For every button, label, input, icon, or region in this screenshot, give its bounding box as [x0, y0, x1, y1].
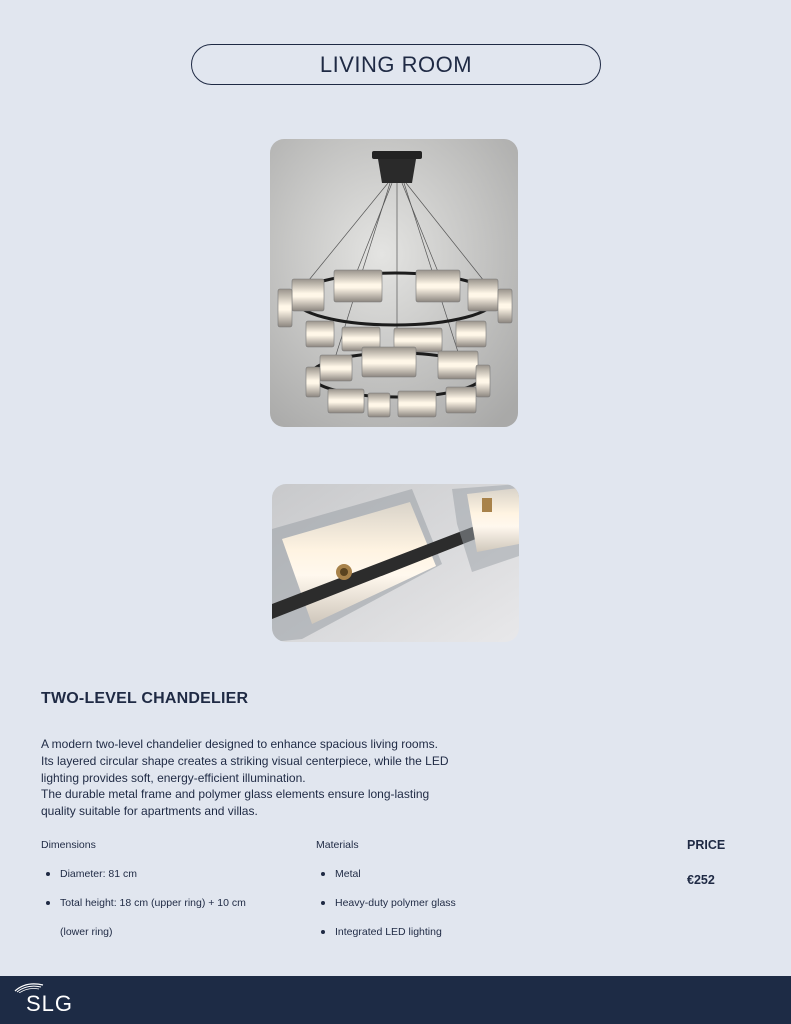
price-label: PRICE	[687, 838, 726, 852]
materials-heading: Materials	[316, 839, 359, 851]
footer	[0, 976, 791, 1024]
logo-text: SLG	[26, 991, 74, 1016]
description-line: A modern two-level chandelier designed to enhance spacious living rooms.	[41, 737, 438, 751]
chandelier-photo	[270, 139, 518, 427]
page-title: LIVING ROOM	[191, 44, 601, 85]
description-line: quality suitable for apartments and villas.	[41, 804, 258, 819]
product-title: TWO-LEVEL CHANDELIER	[41, 690, 249, 707]
product-description	[41, 736, 451, 820]
logo	[14, 979, 84, 1021]
dimensions-list	[41, 867, 291, 954]
list-item: Total height: 18 cm (upper ring) + 10 cm	[41, 896, 291, 925]
list-item: Diameter: 81 cm	[41, 867, 291, 896]
description-line: The durable metal frame and polymer glass elements ensure long-lasting	[41, 787, 430, 802]
description-line: lighting provides soft, energy-efficient illumination.	[41, 770, 306, 785]
dimensions-heading: Dimensions	[41, 839, 96, 851]
chandelier-detail-photo	[272, 484, 519, 642]
materials-list	[316, 867, 516, 954]
list-item: Metal	[316, 867, 516, 896]
price-value: €252	[687, 873, 715, 887]
list-item: Integrated LED lighting	[316, 925, 516, 954]
list-item: Heavy-duty polymer glass	[316, 896, 516, 925]
description-line: Its layered circular shape creates a striking visual centerpiece, while the LED	[41, 753, 449, 768]
list-item: (lower ring)	[60, 926, 113, 938]
